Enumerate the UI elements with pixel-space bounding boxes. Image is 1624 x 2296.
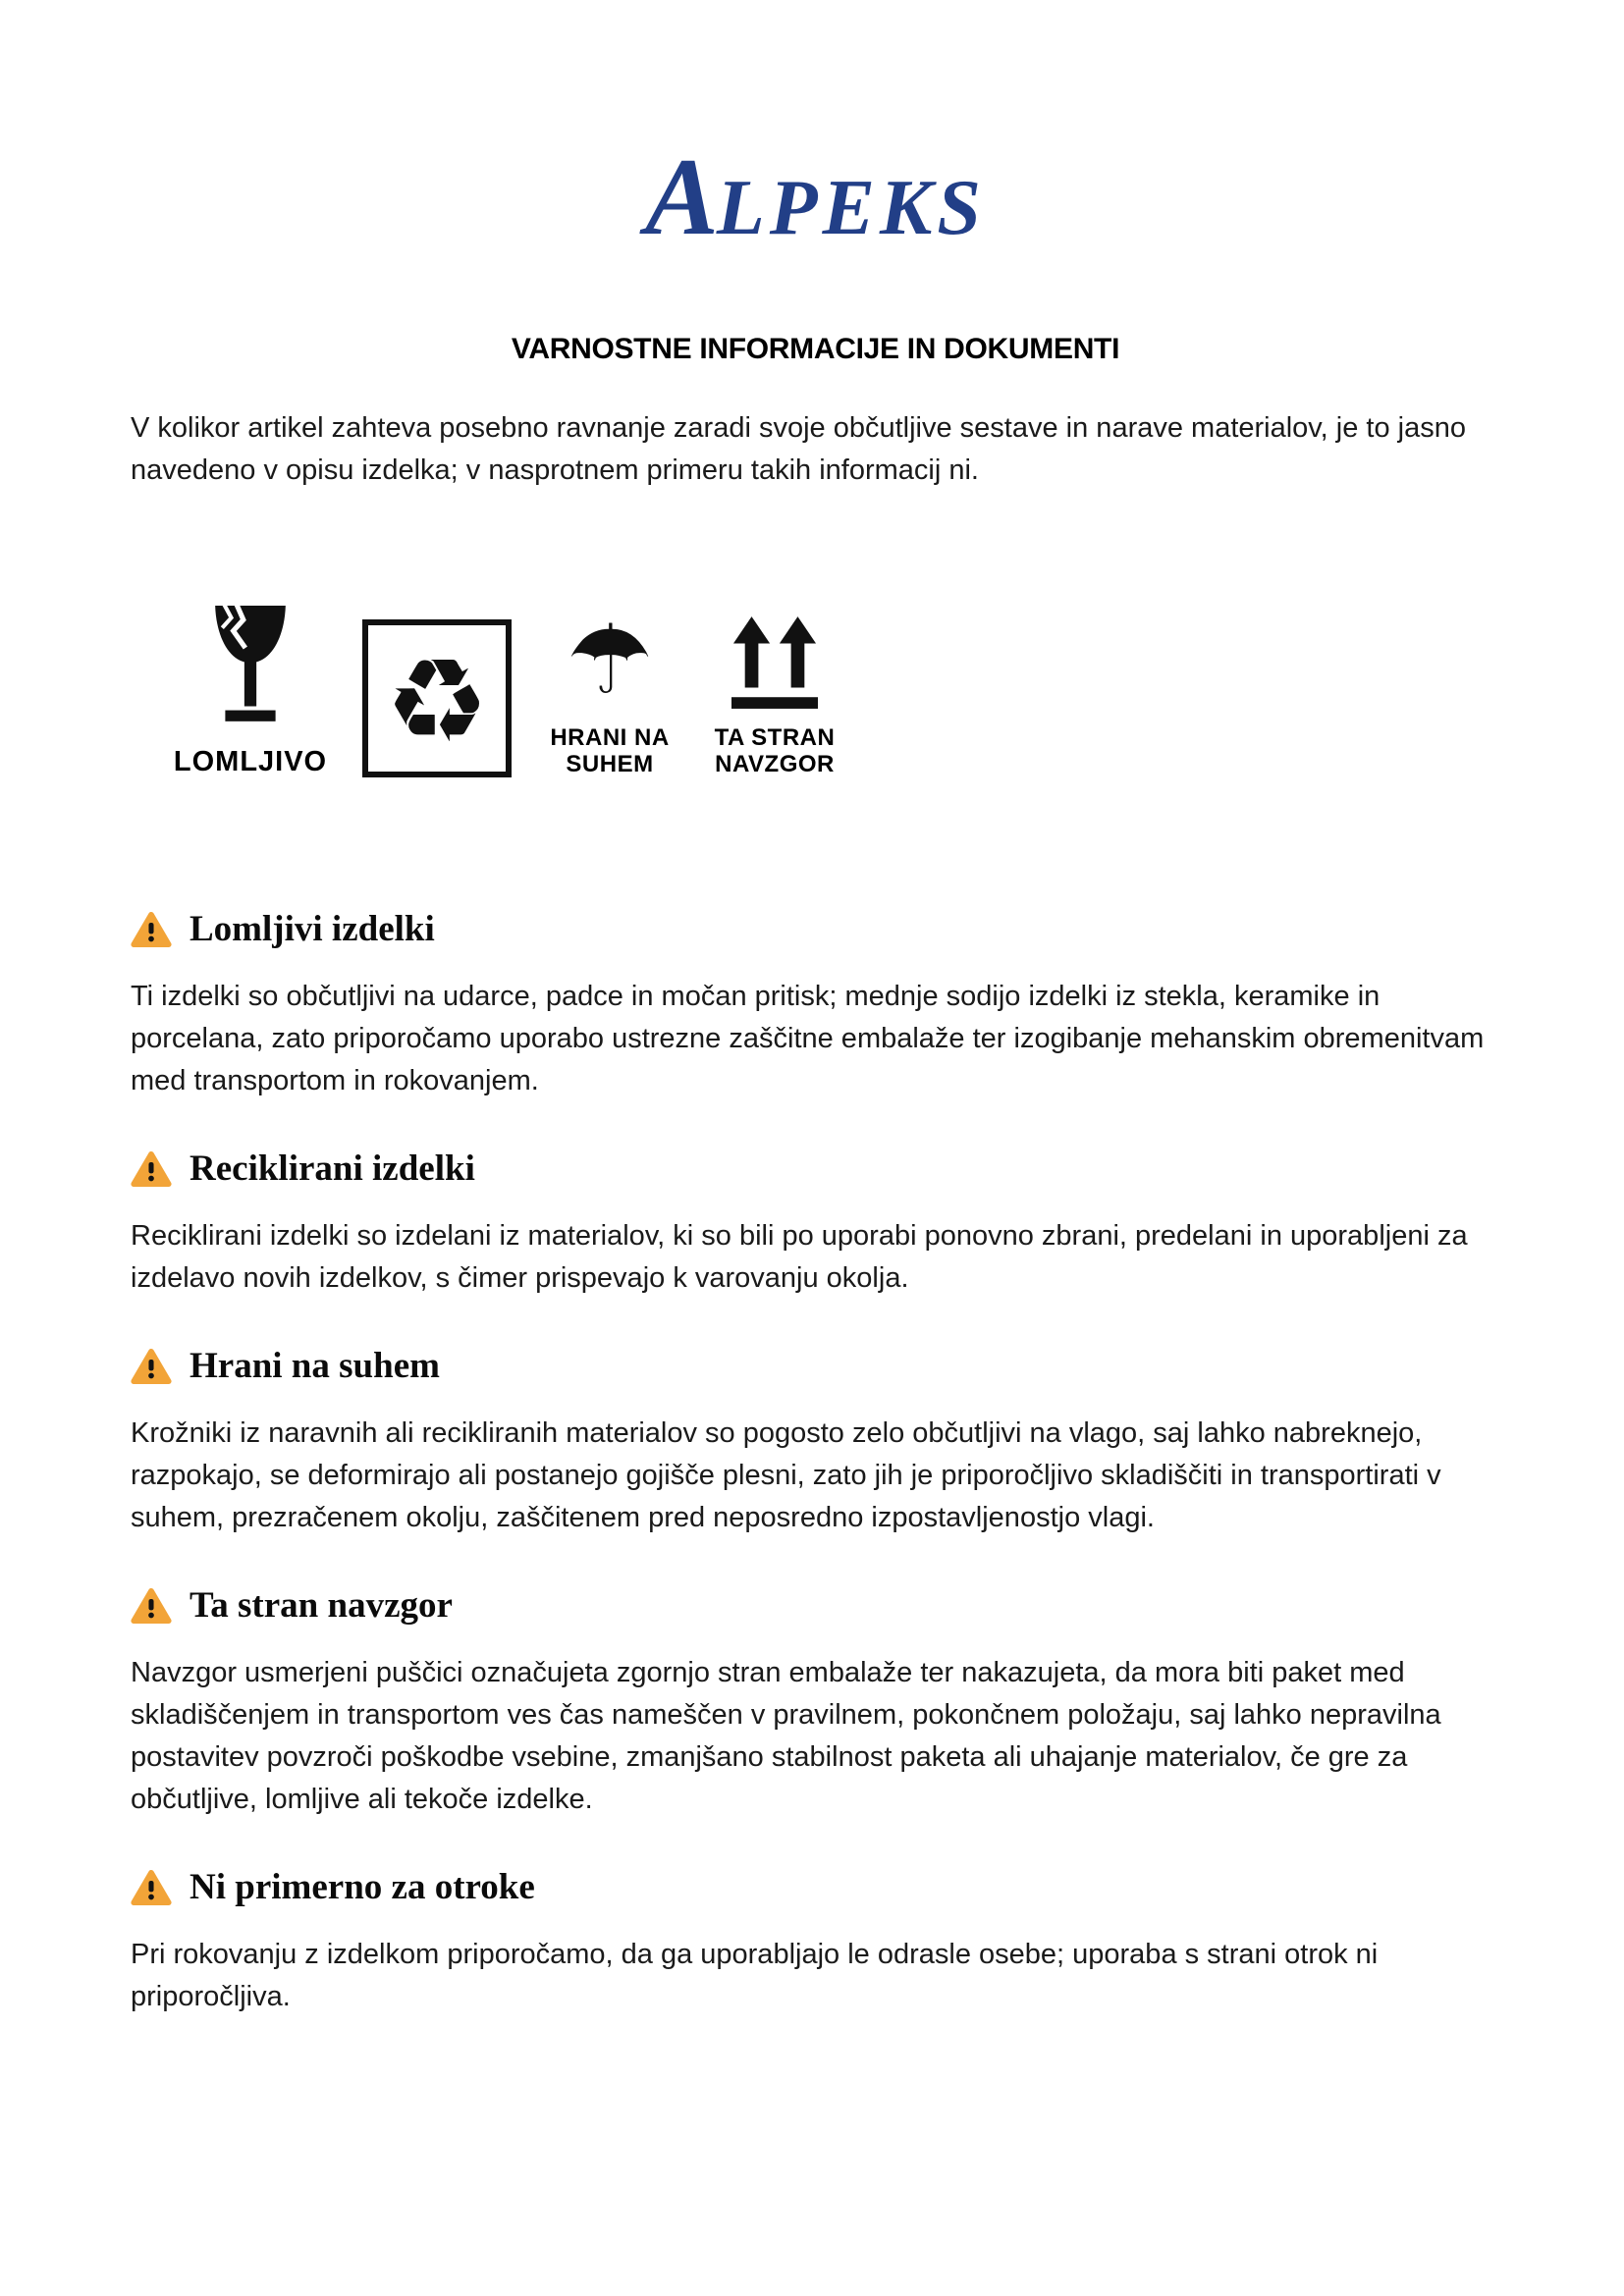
section-body: Pri rokovanju z izdelkom priporočamo, da ga uporabljajo le odrasle osebe; uporaba s strani otrok ni priporočljiva. <box>131 1939 1379 2012</box>
packaging-symbols-row <box>173 604 1500 777</box>
company-logo <box>131 136 1500 284</box>
intro-paragraph: V kolikor artikel zahteva posebno ravnanje zaradi svoje občutljive sestave in narave materialov, je to jasno navedeno v opisu izdelka; v nasprotnem primeru takih informacij ni. <box>131 412 1466 486</box>
section-keep-dry <box>131 1345 1500 1539</box>
section-heading-text: Ta stran navzgor <box>189 1585 453 1626</box>
section-heading <box>131 1345 1500 1387</box>
info-sections <box>131 908 1500 2018</box>
this-side-up-label <box>715 724 836 777</box>
page-title: VARNOSTNE INFORMACIJE IN DOKUMENTI <box>511 333 1120 365</box>
logo-initial: A <box>645 136 721 258</box>
section-not-for-children <box>131 1866 1500 2018</box>
section-recycled-products <box>131 1148 1500 1300</box>
umbrella-icon: ☂ <box>567 605 653 717</box>
keep-dry-label-line1: HRANI NA <box>550 724 670 751</box>
keep-dry-label-line2: SUHEM <box>566 751 654 777</box>
section-heading-text: Reciklirani izdelki <box>189 1148 475 1189</box>
section-heading-text: Hrani na suhem <box>189 1346 440 1386</box>
section-body: Ti izdelki so občutljivi na udarce, padce in močan pritisk; mednje sodijo izdelki iz stekla, keramike in porcelana, zato priporočamo uporabo ustrezne zaščitne embalaže ter izogibanje mehanskim obremenitvam med transportom in rokovanjem. <box>131 981 1485 1096</box>
section-body: Krožniki iz naravnih ali recikliranih materialov so pogosto zelo občutljivi na vlago, saj lahko nabreknejo, razpokajo, se deformirajo ali postanejo gojišče plesni, zato jih je priporočljivo skladiščiti in transportirati v suhem, prezračenem okolju, zaščitenem pred neposredno izpostavljenostjo vlagi. <box>131 1417 1441 1533</box>
fragile-label: LOMLJIVO <box>173 746 328 777</box>
this-side-up-label-line1: TA STRAN <box>714 724 836 751</box>
keep-dry-label <box>550 724 669 777</box>
section-heading <box>131 1866 1500 1908</box>
this-side-up-label-line2: NAVZGOR <box>715 751 835 777</box>
keep-dry-symbol <box>541 605 678 777</box>
section-heading <box>131 908 1500 950</box>
section-heading <box>131 1148 1500 1190</box>
recyclable-symbol <box>362 619 512 777</box>
warning-triangle-icon <box>131 1150 172 1188</box>
fragile-glass-icon <box>212 604 289 728</box>
section-heading-text: Ni primerno za otroke <box>189 1867 535 1907</box>
section-body: Reciklirani izdelki so izdelani iz materialov, ki so bili po uporabi ponovno zbrani, predelani in uporabljeni za izdelavo novih izdelkov, s čimer prispevajo k varovanju okolja. <box>131 1220 1468 1294</box>
warning-triangle-icon <box>131 911 172 948</box>
up-arrows-icon <box>731 614 818 713</box>
recycle-icon: ♻ <box>385 632 489 769</box>
fragile-symbol <box>173 604 328 777</box>
section-heading <box>131 1584 1500 1627</box>
section-fragile-products <box>131 908 1500 1102</box>
section-body: Navzgor usmerjeni puščici označujeta zgornjo stran embalaže ter nakazujeta, da mora biti paket med skladiščenjem in transportom ves čas nameščen v pravilnem, pokončnem položaju, saj lahko nepravilna postavitev povzroči poškodbe vsebine, zmanjšano stabilnost paketa ali uhajanje materialov, če gre za občutljive, lomljive ali tekoče izdelke. <box>131 1657 1441 1815</box>
this-side-up-symbol <box>700 614 849 777</box>
warning-triangle-icon <box>131 1587 172 1625</box>
section-heading-text: Lomljivi izdelki <box>189 909 435 949</box>
warning-triangle-icon <box>131 1869 172 1906</box>
warning-triangle-icon <box>131 1348 172 1385</box>
section-this-side-up <box>131 1584 1500 1821</box>
logo-wordmark: LPEKS <box>716 165 986 251</box>
